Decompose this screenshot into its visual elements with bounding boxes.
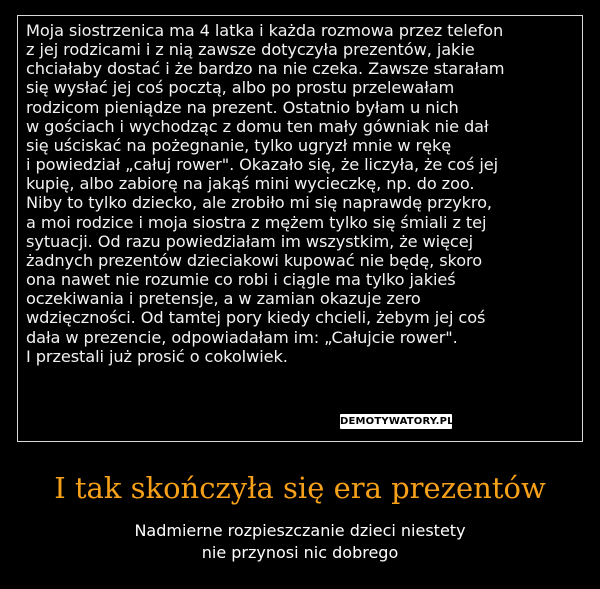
subtitle-line: nie przynosi nic dobrego <box>201 543 399 562</box>
story-line: Niby to tylko dziecko, ale zrobiło mi się naprawdę przykro, <box>26 193 492 213</box>
story-line: w gościach i wychodząc z domu ten mały gówniak nie dał <box>26 116 489 136</box>
story-text <box>26 21 580 366</box>
story-line: żadnych prezentów dzieciakowi kupować nie będę, skoro <box>26 250 483 270</box>
story-line: chciałaby dostać i że bardzo na nie czeka. Zawsze starałam <box>26 59 505 79</box>
story-line: Moja siostrzenica ma 4 latka i każda rozmowa przez telefon <box>26 21 504 40</box>
story-line: kupię, albo zabiorę na jakąś mini wycieczkę, np. do zoo. <box>26 174 475 194</box>
story-line: oczekiwania i pretensje, a w zamian okazuje zero <box>26 289 421 309</box>
watermark-badge: DEMOTYWATORY.PL <box>340 416 454 427</box>
story-image <box>20 18 580 439</box>
story-line: rodzicom pieniądze na prezent. Ostatnio byłam u nich <box>26 97 459 117</box>
story-line: dała w prezencie, odpowiadałam im: „Całujcie rower". <box>26 327 458 347</box>
story-line: z jej rodzicami i z nią zawsze dotyczyła prezentów, jakie <box>26 40 475 60</box>
page-title: I tak skończyła się era prezentów <box>54 471 546 505</box>
story-line: sytuacji. Od razu powiedziałam im wszystkim, że więcej <box>26 231 473 251</box>
story-line: się uściskać na pożegnanie, tylko ugryzł mnie w rękę <box>26 135 452 155</box>
demotivator-frame <box>17 15 583 442</box>
story-line: i powiedział „całuj rower". Okazało się, że liczyła, że coś jej <box>26 155 498 175</box>
story-line: a moi rodzice i moja siostra z mężem tylko się śmiali z tej <box>26 212 487 232</box>
story-line: I przestali już prosić o cokolwiek. <box>26 346 288 366</box>
subtitle-line: Nadmierne rozpieszczanie dzieci niestety <box>134 521 466 540</box>
story-line: ona nawet nie rozumie co robi i ciągle ma tylko jakieś <box>26 270 456 290</box>
subtitle <box>0 520 600 564</box>
story-line: wdzięczności. Od tamtej pory kiedy chcieli, żebym jej coś <box>26 308 486 328</box>
story-line: się wysłać jej coś pocztą, albo po prostu przelewałam <box>26 78 455 98</box>
